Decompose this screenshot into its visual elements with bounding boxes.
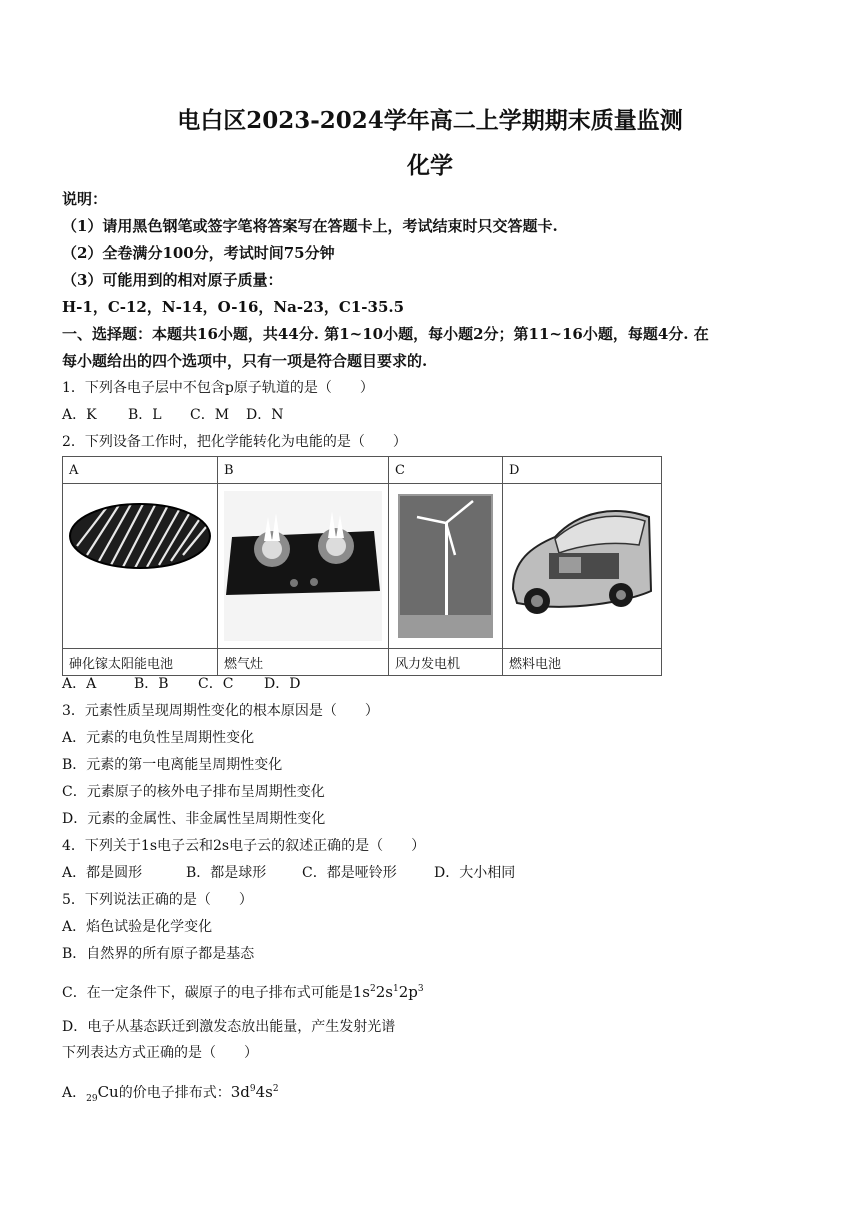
q2-caption-c: 风力发电机 <box>389 649 503 676</box>
solar-panel-image <box>67 491 213 641</box>
q1-options <box>62 406 283 424</box>
q4-option-c: C．都是哑铃形 <box>302 865 397 881</box>
atomic-number: 29 <box>86 1093 98 1104</box>
q2-table <box>62 456 662 676</box>
q5-option-a: A．焰色试验是化学变化 <box>62 919 213 935</box>
q1-option-c: C．M <box>190 407 230 423</box>
q3-option-d: D．元素的金属性、非金属性呈周期性变化 <box>62 811 326 827</box>
q2-header-a: A <box>63 457 218 484</box>
q2-caption-a: 砷化镓太阳能电池 <box>63 649 218 676</box>
q5-option-b: B．自然界的所有原子都是基态 <box>62 946 255 962</box>
q2-cell-d-image <box>503 484 662 649</box>
q2-caption-b: 燃气灶 <box>218 649 389 676</box>
q4-option-b: B．都是球形 <box>186 865 267 881</box>
q6-stem: 下列表达方式正确的是（ ） <box>62 1045 258 1061</box>
q3-stem: 3．元素性质呈现周期性变化的根本原因是（ ） <box>62 703 379 719</box>
q5-option-c <box>62 980 424 1002</box>
q5-option-d: D．电子从基态跃迁到激发态放出能量，产生发射光谱 <box>62 1019 396 1035</box>
cu-valence-config: $3d^94s^2$ <box>230 1083 279 1101</box>
instruction-3: （3）可能用到的相对原子质量： <box>62 271 283 289</box>
q4-options <box>62 864 515 882</box>
instruction-2: （2）全卷满分100分，考试时间75分钟 <box>62 244 335 262</box>
q2-options <box>62 675 300 693</box>
q2-cell-b-image <box>218 484 389 649</box>
element-symbol: Cu <box>97 1083 119 1101</box>
exam-subject: 化学 <box>407 152 453 179</box>
wind-turbine-image <box>393 491 498 641</box>
q1-option-d: D．N <box>246 407 284 423</box>
q4-option-d: D．大小相同 <box>434 865 516 881</box>
section-heading-line1: 一、选择题：本题共16小题，共44分. 第1~10小题，每小题2分；第11~16小题，每题4分. 在 <box>62 325 709 343</box>
q2-option-c: C．C <box>198 676 234 692</box>
q2-cell-a-image <box>63 484 218 649</box>
fuel-cell-car-image <box>507 491 657 641</box>
instructions-heading: 说明： <box>62 190 108 208</box>
q2-option-a: A．A <box>62 676 97 692</box>
atomic-masses: H-1，C-12，N-14，O-16，Na-23，C1-35.5 <box>62 298 405 316</box>
carbon-electron-config: $1s^22s^12p^3$ <box>352 983 424 1001</box>
q2-header-d: D <box>503 457 662 484</box>
q5-option-c-text: C．在一定条件下，碳原子的电子排布式可能是 <box>62 985 353 1001</box>
gas-stove-image <box>222 491 384 641</box>
q3-option-b: B．元素的第一电离能呈周期性变化 <box>62 757 283 773</box>
q2-header-c: C <box>389 457 503 484</box>
q4-stem: 4．下列关于1s电子云和2s电子云的叙述正确的是（ ） <box>62 838 426 854</box>
q2-option-b: B．B <box>134 676 169 692</box>
q4-option-a: A．都是圆形 <box>62 865 143 881</box>
q1-option-b: B．L <box>128 407 162 423</box>
q2-cell-c-image <box>389 484 503 649</box>
section-heading-line2: 每小题给出的四个选项中，只有一项是符合题目要求的. <box>62 352 428 370</box>
q1-option-a: A．K <box>62 407 97 423</box>
exam-title: 电白区2023-2024学年高二上学期期末质量监测 <box>177 107 683 134</box>
q2-header-b: B <box>218 457 389 484</box>
q6-option-a: A．$_{29}$Cu的价电子排布式：$3d^94s^2$ <box>62 1083 279 1104</box>
q3-option-a: A．元素的电负性呈周期性变化 <box>62 730 255 746</box>
q3-option-c: C．元素原子的核外电子排布呈周期性变化 <box>62 784 325 800</box>
q2-caption-d: 燃料电池 <box>503 649 662 676</box>
q1-stem: 1．下列各电子层中不包含p原子轨道的是（ ） <box>62 380 374 396</box>
q2-stem: 2．下列设备工作时，把化学能转化为电能的是（ ） <box>62 434 407 450</box>
instruction-1: （1）请用黑色钢笔或签字笔将答案写在答题卡上，考试结束时只交答题卡. <box>62 217 558 235</box>
q5-stem: 5．下列说法正确的是（ ） <box>62 892 253 908</box>
q2-option-d: D．D <box>264 676 301 692</box>
